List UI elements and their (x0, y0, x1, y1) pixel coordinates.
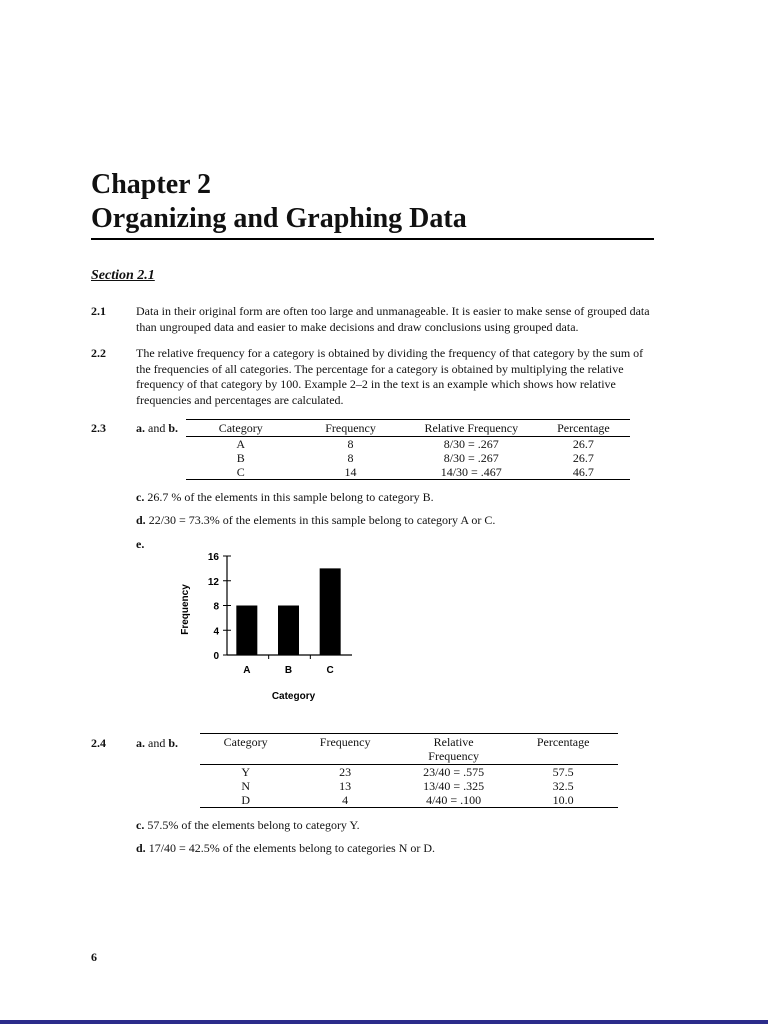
y-tick-label: 16 (207, 552, 219, 563)
chapter-number: Chapter 2 (91, 169, 212, 200)
page-number: 6 (91, 950, 97, 964)
problem-number-2-2: 2.2 (91, 346, 106, 360)
problem-2-4-ab-label: a. and b. (136, 736, 179, 750)
y-axis-label: Frequency (180, 584, 191, 635)
bar-b (278, 606, 299, 656)
table-row: A 8 8/30 = .267 26.7 (236, 437, 594, 451)
bar-a (236, 606, 257, 656)
x-tick-label: C (326, 665, 334, 676)
x-axis-label: Category (271, 691, 316, 702)
table-row: C 14 14/30 = .467 46.7 (236, 465, 594, 479)
x-tick-label: B (284, 665, 293, 676)
x-tick-label: A (243, 665, 251, 676)
y-tick-label: 4 (213, 626, 219, 638)
problem-2-4-d: d. 17/40 = 42.5% of the elements belong to categories N or D. (136, 841, 436, 855)
section-title: Section 2.1 (91, 268, 155, 283)
header-percentage: Percentage (537, 420, 630, 437)
problem-2-2-text: The relative frequency for a category is obtained by dividing the frequency of that category by the sum of the frequencies of all categories. The percentage for a category is obtained by multiplying the relative frequency of that category by 100. Example 2–2 in the text is an example which shows how relative frequencies and percentages are calculated. (136, 346, 644, 407)
y-tick-label: 12 (207, 576, 219, 588)
header-category: Category (200, 734, 291, 765)
header-category: Category (186, 420, 295, 437)
table-row: B 8 8/30 = .267 26.7 (236, 451, 594, 465)
y-tick-label: 8 (213, 601, 219, 613)
title-rule (91, 238, 654, 240)
problem-number-2-3: 2.3 (91, 421, 106, 435)
table-row: Y 23 23/40 = .575 57.5 (241, 765, 574, 779)
problem-number-2-1: 2.1 (91, 304, 106, 318)
frequency-table-2-3 (186, 419, 630, 480)
chapter-title: Organizing and Graphing Data (91, 203, 467, 234)
header-frequency: Frequency (295, 420, 405, 437)
chapter-heading (91, 168, 654, 240)
problem-2-3-c: c. 26.7 % of the elements in this sample belong to category B. (136, 490, 434, 504)
bar-chart (170, 545, 370, 710)
header-relative-frequency: Relative Frequency (406, 420, 537, 437)
table-row: N 13 13/40 = .325 32.5 (241, 779, 574, 793)
y-tick-label: 0 (213, 651, 219, 662)
problem-2-3-e: e. (136, 537, 145, 551)
header-percentage: Percentage (508, 734, 618, 765)
table-header-row (186, 420, 630, 437)
bar-c (320, 568, 341, 655)
problem-number-2-4: 2.4 (91, 736, 106, 750)
problem-2-3-d: d. 22/30 = 73.3% of the elements in this sample belong to category A or C. (136, 513, 496, 527)
table-header-row (200, 734, 618, 765)
header-frequency: Frequency (291, 734, 399, 765)
frequency-table-2-4 (200, 733, 618, 808)
problem-2-3-ab-label: a. and b. (136, 421, 179, 435)
table-row: D 4 4/40 = .100 10.0 (241, 793, 574, 807)
problem-2-1-text: Data in their original form are often too large and unmanageable. It is easier to make sense of grouped data than ungrouped data and easier to make decisions and draw conclusions using grouped data. (136, 304, 650, 334)
bar-chart-svg (170, 545, 370, 710)
bottom-border (0, 1020, 768, 1024)
header-relative-frequency: Relative Frequency (399, 734, 508, 765)
problem-2-4-c: c. 57.5% of the elements belong to category Y. (136, 818, 360, 832)
